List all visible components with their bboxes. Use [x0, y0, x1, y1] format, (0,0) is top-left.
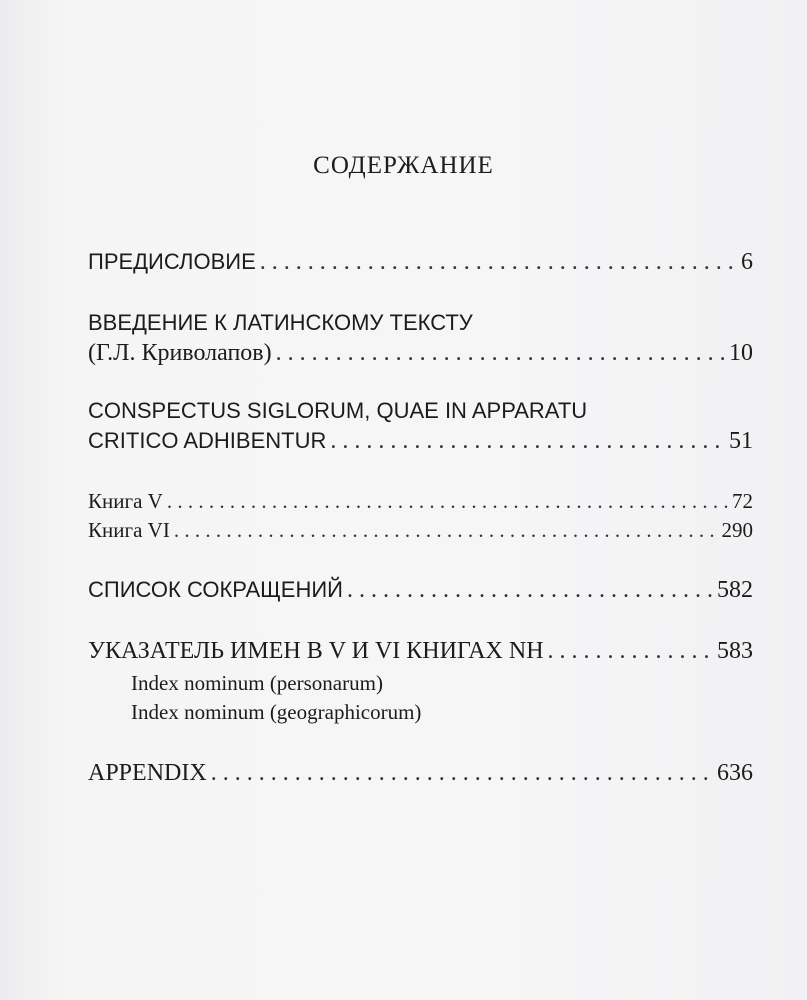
- toc-entry-label-line1: CONSPECTUS SIGLORUM, QUAE IN APPARATU: [88, 398, 588, 423]
- dot-leader: [174, 516, 718, 544]
- dot-leader: [167, 487, 728, 515]
- toc-entry-book-5: [88, 487, 753, 515]
- toc-entry-label: CRITICO ADHIBENTUR: [88, 428, 327, 453]
- dot-leader: [276, 339, 725, 367]
- dot-leader: [347, 576, 713, 604]
- toc-subentry: Index nominum (personarum): [131, 671, 383, 695]
- toc-entry-label: (Г.Л. Криволапов): [88, 340, 272, 366]
- toc-subentry: Index nominum (geographicorum): [131, 700, 422, 724]
- toc-page-number: 582: [717, 577, 753, 603]
- dot-leader: [330, 427, 725, 455]
- toc-entry-abbreviations: [88, 576, 753, 604]
- toc-page-number: 72: [732, 489, 753, 513]
- toc-page-number: 51: [729, 428, 753, 454]
- toc-page-number: 636: [717, 760, 753, 786]
- toc-entry-label: ПРЕДИСЛОВИЕ: [88, 249, 256, 274]
- dot-leader: [548, 637, 713, 665]
- toc-entry-introduction: [88, 339, 753, 367]
- toc-page-number: 10: [729, 340, 753, 366]
- toc-entry-label: APPENDIX: [88, 760, 207, 786]
- toc-page-number: 290: [721, 518, 753, 542]
- page-title: СОДЕРЖАНИЕ: [313, 152, 494, 179]
- toc-entry-preface: [88, 248, 753, 276]
- toc-entry-label-line1: ВВЕДЕНИЕ К ЛАТИНСКОМУ ТЕКСТУ: [88, 310, 473, 335]
- toc-page-number: 6: [741, 249, 753, 275]
- toc-page-number: 583: [717, 638, 753, 664]
- toc-entry-label: УКАЗАТЕЛЬ ИМЕН В V И VI КНИГАХ NH: [88, 638, 544, 664]
- toc-entry-index: [88, 637, 753, 665]
- toc-entry-label: Книга VI: [88, 518, 170, 542]
- toc-entry-label: СПИСОК СОКРАЩЕНИЙ: [88, 577, 343, 602]
- dot-leader: [260, 248, 737, 276]
- dot-leader: [211, 759, 713, 787]
- toc-entry-appendix: [88, 759, 753, 787]
- toc-entry-book-6: [88, 516, 753, 544]
- toc-entry-label: Книга V: [88, 489, 163, 513]
- toc-entry-conspectus: [88, 427, 753, 455]
